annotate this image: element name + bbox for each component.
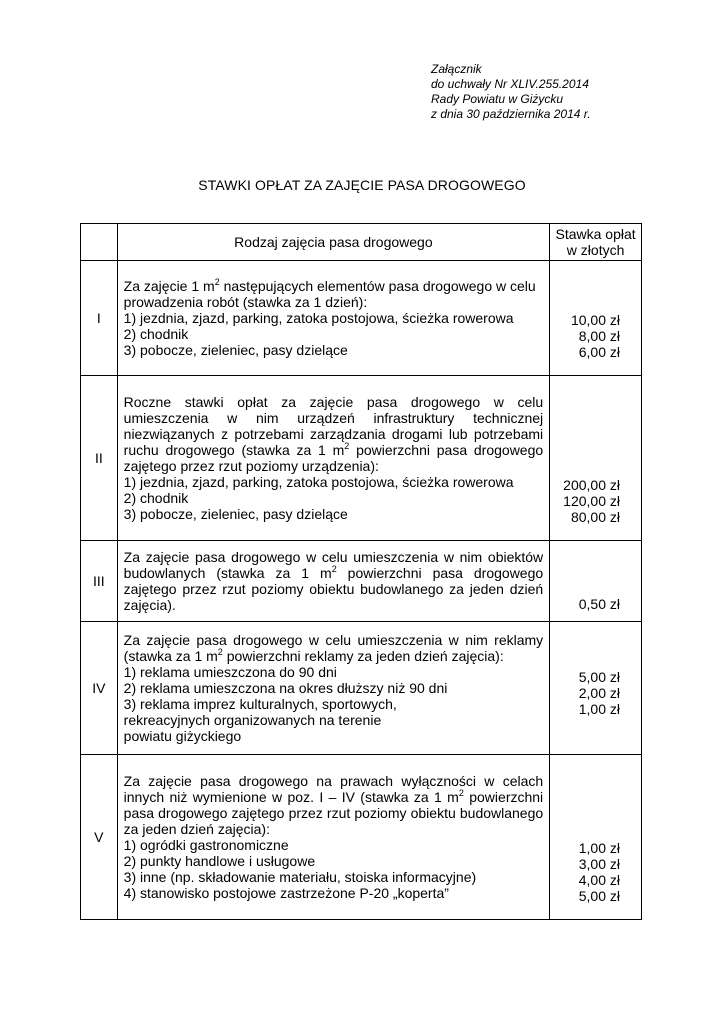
row-intro (124, 278, 544, 310)
row-number: I (81, 261, 118, 376)
table-header-row (81, 224, 642, 261)
row-intro (124, 773, 544, 837)
intro-text: powierzchni pasa drogowego zajętego przez rzut poziomy obiektu budowlanego za jeden dzień zajęcia): (123, 789, 544, 837)
row-description (117, 622, 550, 755)
document-title: STAWKI OPŁAT ZA ZAJĘCIE PASA DROGOWEGO (198, 177, 526, 193)
table-row (81, 541, 642, 622)
superscript: 2 (344, 441, 350, 451)
intro-text: Za zajęcie pasa drogowego w celu umieszczenia w nim reklamy (stawka za 1 m (123, 632, 544, 664)
resolution-number: do uchwały Nr XLIV.255.2014 (431, 77, 589, 91)
rate-value: 4,00 zł (578, 872, 620, 888)
row-description (117, 541, 550, 622)
list-item: 1) jezdnia, zjazd, parking, zatoka postojowa, ścieżka rowerowa (123, 310, 514, 326)
rate-value: 2,00 zł (578, 685, 620, 701)
list-item: 2) chodnik (123, 490, 189, 506)
intro-text: powierzchni pasa drogowego zajętego przez rzut poziomy urządzenia): (123, 442, 544, 474)
resolution-date: z dnia 30 października 2014 r. (431, 107, 591, 121)
rates-table (80, 223, 642, 920)
row-number: IV (81, 622, 118, 755)
row-description (117, 376, 550, 541)
row-number: II (81, 376, 118, 541)
list-item: 2) punkty handlowe i usługowe (123, 853, 316, 869)
row-description (117, 261, 550, 376)
header-description-cell: Rodzaj zajęcia pasa drogowego (117, 224, 550, 261)
rate-value: 5,00 zł (578, 888, 620, 904)
header-number-cell (81, 224, 118, 261)
list-item: 3) pobocze, zieleniec, pasy dzielące (123, 506, 348, 522)
superscript: 2 (217, 647, 223, 657)
row-intro (124, 549, 544, 613)
rate-value: 80,00 zł (570, 509, 620, 525)
list-item: 3) inne (np. składowanie materiału, stoiska informacyjne) (123, 869, 477, 885)
intro-text: powierzchni reklamy za jeden dzień zajęcia): (222, 648, 504, 664)
intro-text: Za zajęcie pasa drogowego w celu umieszczenia w nim obiektów budowlanych (stawka za 1 m (123, 549, 544, 581)
rate-value: 120,00 zł (563, 493, 620, 509)
row-rates (550, 261, 642, 376)
intro-text: Za zajęcie 1 m (123, 278, 215, 294)
council-name: Rady Powiatu w Giżycku (431, 92, 564, 106)
intro-text: Roczne stawki opłat za zajęcie pasa drogowego w celu umieszczenia w nim urządzeń infrastruktury technicznej niezwiązanych z potrzebami zarządzania drogami lub potrzebami ruchu drogowego (stawka za 1 m (123, 394, 544, 458)
rate-value: 8,00 zł (578, 328, 620, 344)
superscript: 2 (214, 277, 220, 287)
rate-value: 3,00 zł (578, 856, 620, 872)
rate-value: 6,00 zł (578, 344, 620, 360)
list-item: 3) pobocze, zieleniec, pasy dzielące (123, 342, 348, 358)
list-item: 2) chodnik (123, 326, 189, 342)
list-item: 2) reklama umieszczona na okres dłuższy niż 90 dni (123, 680, 448, 696)
intro-text: powierzchni pasa drogowego zajętego przez rzut poziomy obiektu budowlanego za jeden dzień zajęcia). (123, 565, 544, 613)
row-number: III (81, 541, 118, 622)
intro-text: następujących elementów pasa drogowego w celu prowadzenia robót (stawka za 1 dzień): (123, 278, 536, 310)
list-item: 1) reklama umieszczona do 90 dni (123, 664, 337, 680)
rate-value: 0,50 zł (578, 596, 620, 612)
table-row (81, 622, 642, 755)
superscript: 2 (458, 788, 464, 798)
row-rates (550, 622, 642, 755)
header-rate-line1: Stawka opłat (555, 226, 636, 242)
rate-value: 10,00 zł (570, 312, 620, 328)
header-rate-line2: w złotych (566, 242, 625, 258)
rate-value: 5,00 zł (578, 669, 620, 685)
rate-value: 200,00 zł (563, 477, 620, 493)
header-rate-cell (550, 224, 642, 261)
attachment-note (431, 62, 591, 122)
list-item: 3) reklama imprez kulturalnych, sportowych, rekreacyjnych organizowanych na terenie powiatu giżyckiego (123, 696, 397, 744)
row-rates (550, 755, 642, 920)
row-rates (550, 376, 642, 541)
row-intro (124, 632, 544, 664)
superscript: 2 (331, 564, 337, 574)
table-row (81, 755, 642, 920)
table-row (81, 261, 642, 376)
list-item: 4) stanowisko postojowe zastrzeżone P-20 „koperta” (123, 885, 449, 901)
intro-text: Za zajęcie pasa drogowego na prawach wyłączności w celach innych niż wymienione w poz. I – IV (stawka za 1 m (123, 773, 544, 805)
attachment-label: Załącznik (431, 62, 482, 76)
list-item: 1) ogródki gastronomiczne (123, 837, 289, 853)
row-rates (550, 541, 642, 622)
table-row (81, 376, 642, 541)
row-description (117, 755, 550, 920)
row-number: V (81, 755, 118, 920)
row-intro (124, 394, 544, 474)
rate-value: 1,00 zł (578, 701, 620, 717)
list-item: 1) jezdnia, zjazd, parking, zatoka postojowa, ścieżka rowerowa (123, 474, 514, 490)
rate-value: 1,00 zł (578, 840, 620, 856)
